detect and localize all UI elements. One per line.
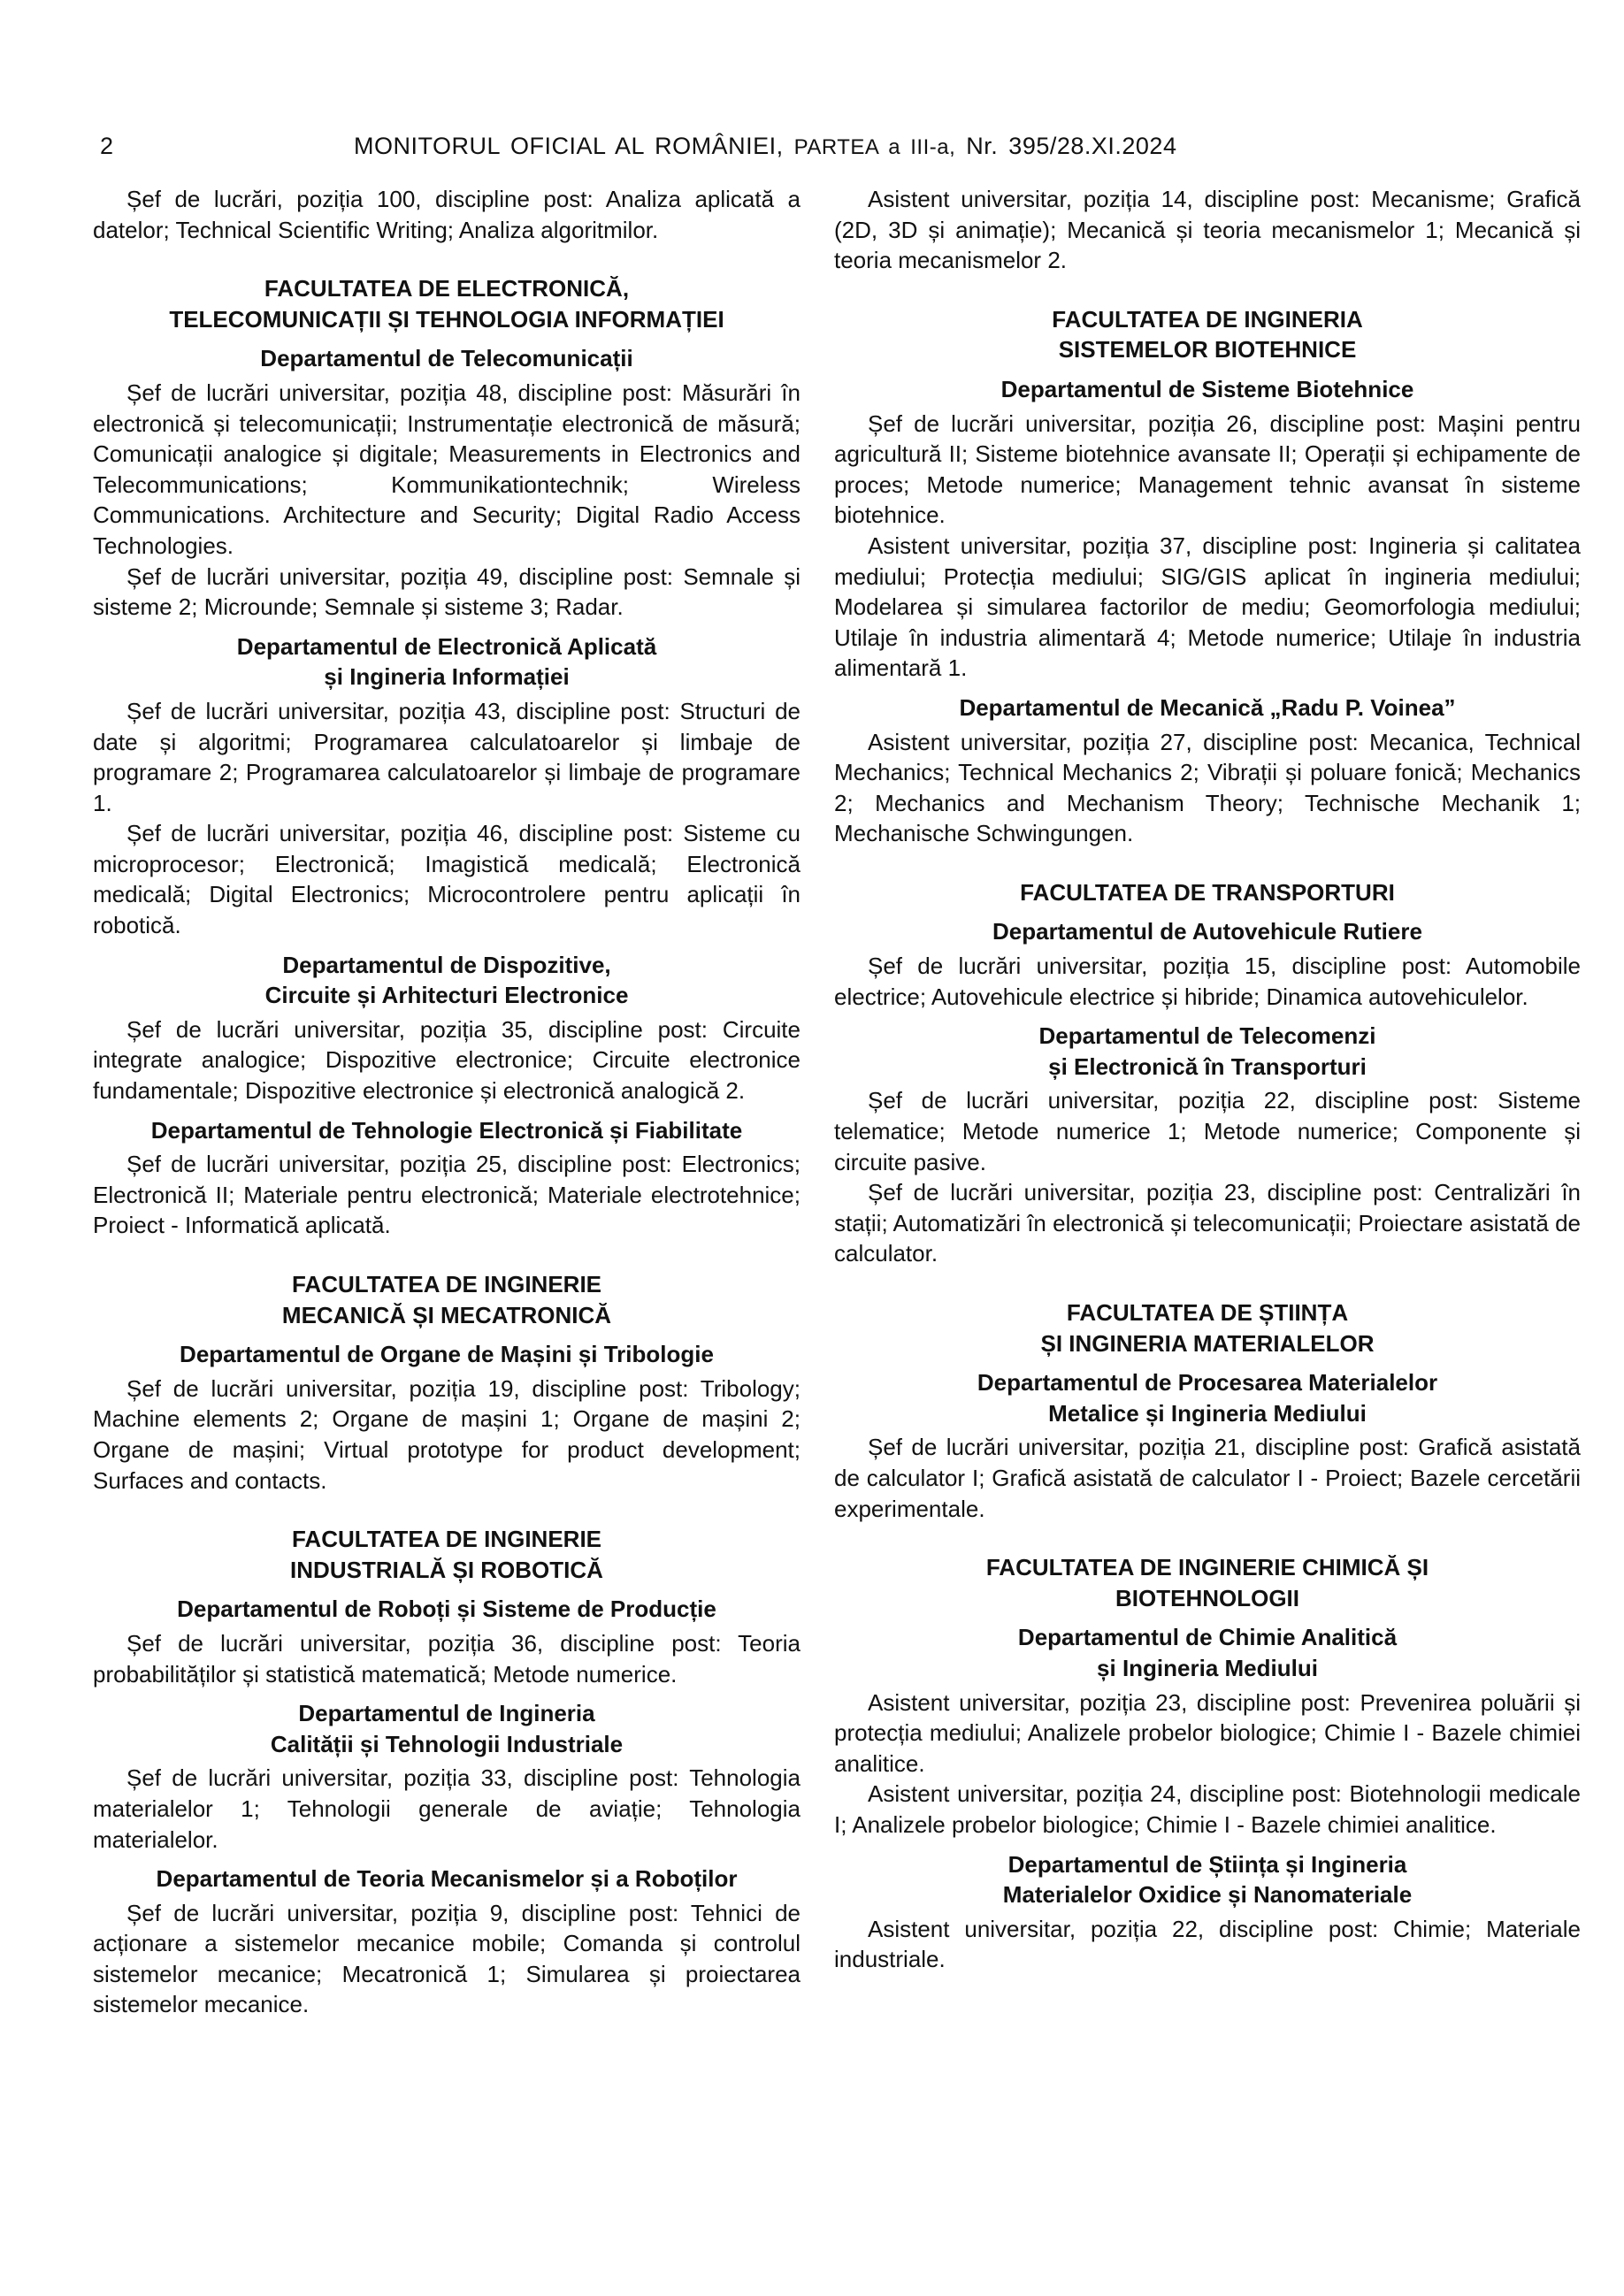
department-heading: Departamentul de Telecomunicații xyxy=(260,345,633,372)
department-heading: Departamentul de Chimie Analitică și Ingineria Mediului xyxy=(1017,1624,1398,1681)
department-heading: Departamentul de Electronică Aplicată și Ingineria Informației xyxy=(236,632,657,691)
announcement-paragraph: Șef de lucrări universitar, poziția 46, discipline post: Sisteme cu microprocesor; Electronică; Imagistică medicală; Electronică medicală; Digital Electronics; Microcontrolere pentru aplicații în robotică. xyxy=(93,820,801,939)
announcement-paragraph: Asistent universitar, poziția 37, discipline post: Ingineria și calitatea mediului; Protecția mediului; SIG/GIS aplicat în ingineria mediului; Modelarea și simularea factorilor de mediu; Geomorfologia mediului; Utilaje în industria alimentară 4; Metode numerice; Utilaje în industria alimentară 1. xyxy=(834,532,1581,682)
announcement-paragraph: Șef de lucrări universitar, poziția 19, discipline post: Tribology; Machine elements 2; Organe de mașini 1; Organe de mașini 2; Organe de mașini; Virtual prototype for product development; Surfaces and contacts. xyxy=(93,1374,801,1494)
department-heading: Departamentul de Mecanică „Radu P. Voinea” xyxy=(959,693,1456,721)
page-number: 2 xyxy=(100,133,114,159)
announcement-paragraph: Șef de lucrări universitar, poziția 9, discipline post: Tehnici de acționare a sistemelor mecanice mobile; Comanda și controlul sistemelor mecanice; Mecatronică 1; Simularea și proiectarea sistemelor mecanice. xyxy=(93,1899,801,2018)
announcement-paragraph: Șef de lucrări universitar, poziția 26, discipline post: Mașini pentru agricultură II; Sisteme biotehnice avansate II; Operații și echipamente de proces; Metode numerice; Management tehnic avansat în sisteme biotehnice. xyxy=(834,409,1581,529)
journal-part: PARTEA a III-a, xyxy=(793,135,956,159)
faculty-heading: FACULTATEA DE TRANSPORTURI xyxy=(1020,878,1395,906)
journal-issue: Nr. 395/28.XI.2024 xyxy=(966,133,1177,159)
department-heading: Departamentul de Teoria Mecanismelor și a Roboților xyxy=(156,1865,738,1893)
announcement-paragraph: Șef de lucrări universitar, poziția 23, discipline post: Centralizări în stații; Automatizări în electronică și telecomunicații; Proiectare asistată de calculator. xyxy=(834,1179,1581,1267)
faculty-heading: FACULTATEA DE INGINERIE INDUSTRIALĂ ȘI ROBOTICĂ xyxy=(290,1526,603,1583)
faculty-heading: FACULTATEA DE INGINERIE CHIMICĂ ȘI BIOTEHNOLOGII xyxy=(985,1554,1429,1611)
department-heading: Departamentul de Ingineria Calității și Tehnologii Industriale xyxy=(270,1700,624,1757)
department-heading: Departamentul de Organe de Mașini și Tribologie xyxy=(180,1341,714,1368)
announcement-paragraph: Șef de lucrări universitar, poziția 22, discipline post: Sisteme telematice; Metode numerice 1; Metode numerice; Componente și circuite pasive. xyxy=(834,1087,1581,1175)
department-heading: Departamentul de Autovehicule Rutiere xyxy=(992,918,1422,945)
announcement-paragraph: Șef de lucrări universitar, poziția 15, discipline post: Automobile electrice; Autovehicule electrice și hibride; Dinamica autovehiculelor. xyxy=(834,953,1581,1010)
department-heading: Departamentul de Sisteme Biotehnice xyxy=(1000,375,1414,402)
left-column xyxy=(93,184,801,2020)
announcement-paragraph: Asistent universitar, poziția 23, discipline post: Prevenirea poluării și protecția mediului; Analizele probelor biologice; Chimie I - Bazele chimiei analitice. xyxy=(834,1688,1581,1777)
announcement-paragraph: Șef de lucrări universitar, poziția 43, discipline post: Structuri de date și algoritmi; Programarea calculatoarelor și limbaje de programare 2; Programarea calculatoarelor și limbaje de programare 1. xyxy=(93,697,801,816)
department-heading: Departamentul de Telecomenzi și Electronică în Transporturi xyxy=(1038,1022,1376,1080)
department-heading: Departamentul de Tehnologie Electronică și Fiabilitate xyxy=(150,1116,743,1144)
department-heading: Departamentul de Procesarea Materialelor Metalice și Ingineria Mediului xyxy=(977,1369,1438,1427)
announcement-paragraph: Șef de lucrări universitar, poziția 33, discipline post: Tehnologia materialelor 1; Tehnologii generale de aviație; Tehnologia materialelor. xyxy=(93,1764,801,1853)
announcement-paragraph: Asistent universitar, poziția 14, discipline post: Mecanisme; Grafică (2D, 3D și animație); Mecanică și teoria mecanismelor 1; Mecanică și teoria mecanismelor 2. xyxy=(834,186,1581,274)
department-heading: Departamentul de Știința și Ingineria Materialelor Oxidice și Nanomateriale xyxy=(1002,1850,1413,1909)
announcement-paragraph: Șef de lucrări universitar, poziția 36, discipline post: Teoria probabilităților și statistică matematică; Metode numerice. xyxy=(93,1629,801,1688)
faculty-heading: FACULTATEA DE ELECTRONICĂ, TELECOMUNICAȚII ȘI TEHNOLOGIA INFORMAȚIEI xyxy=(169,275,724,333)
journal-name: MONITORUL OFICIAL AL ROMÂNIEI, xyxy=(354,133,784,159)
announcement-paragraph: Șef de lucrări universitar, poziția 21, discipline post: Grafică asistată de calculator I; Grafică asistată de calculator I - Proiect; Bazele cercetării experimentale. xyxy=(834,1434,1581,1522)
announcement-paragraph: Șef de lucrări, poziția 100, discipline post: Analiza aplicată a datelor; Technical Scientific Writing; Analiza algoritmilor. xyxy=(93,186,801,243)
faculty-heading: FACULTATEA DE INGINERIE MECANICĂ ȘI MECATRONICĂ xyxy=(281,1271,612,1328)
announcement-paragraph: Asistent universitar, poziția 24, discipline post: Biotehnologii medicale I; Analizele probelor biologice; Chimie I - Bazele chimiei analitice. xyxy=(834,1780,1581,1838)
right-column xyxy=(834,184,1581,1975)
faculty-heading: FACULTATEA DE INGINERIA SISTEMELOR BIOTEHNICE xyxy=(1052,305,1363,364)
announcement-paragraph: Șef de lucrări universitar, poziția 25, discipline post: Electronics; Electronică II; Materiale pentru electronică; Materiale electrotehnice; Proiect - Informatică aplicată. xyxy=(93,1151,801,1239)
faculty-heading: FACULTATEA DE ȘTIINȚA ȘI INGINERIA MATERIALELOR xyxy=(1040,1299,1375,1357)
announcement-paragraph: Șef de lucrări universitar, poziția 49, discipline post: Semnale și sisteme 2; Microunde; Semnale și sisteme 3; Radar. xyxy=(93,563,801,621)
announcement-paragraph: Asistent universitar, poziția 27, discipline post: Mecanica, Technical Mechanics; Technical Mechanics 2; Vibrații și poluare fonică; Mechanics 2; Mechanics and Mechanism Theory; Technische Mechanik 1; Mechanische Schwingungen. xyxy=(834,728,1581,847)
publication-title xyxy=(354,133,1176,160)
announcement-paragraph: Șef de lucrări universitar, poziția 35, discipline post: Circuite integrate analogice; Dispozitive electronice; Circuite electronice fundamentale; Dispozitive electronice și electronică analogică 2. xyxy=(93,1015,801,1105)
announcement-paragraph: Șef de lucrări universitar, poziția 48, discipline post: Măsurări în electronică și telecomunicații; Instrumentație electronică de măsură; Comunicații analogice și digitale; Measurements in Electronics and Telecommunications; Kommunikationtechnik; Wireless Communications. Architecture and Security; Digital Radio Access Technologies. xyxy=(93,379,801,559)
announcement-paragraph: Asistent universitar, poziția 22, discipline post: Chimie; Materiale industriale. xyxy=(834,1915,1581,1973)
department-heading: Departamentul de Roboți și Sisteme de Producție xyxy=(177,1596,716,1623)
page-header xyxy=(93,133,1581,165)
department-heading: Departamentul de Dispozitive, Circuite și Arhitecturi Electronice xyxy=(264,951,629,1009)
